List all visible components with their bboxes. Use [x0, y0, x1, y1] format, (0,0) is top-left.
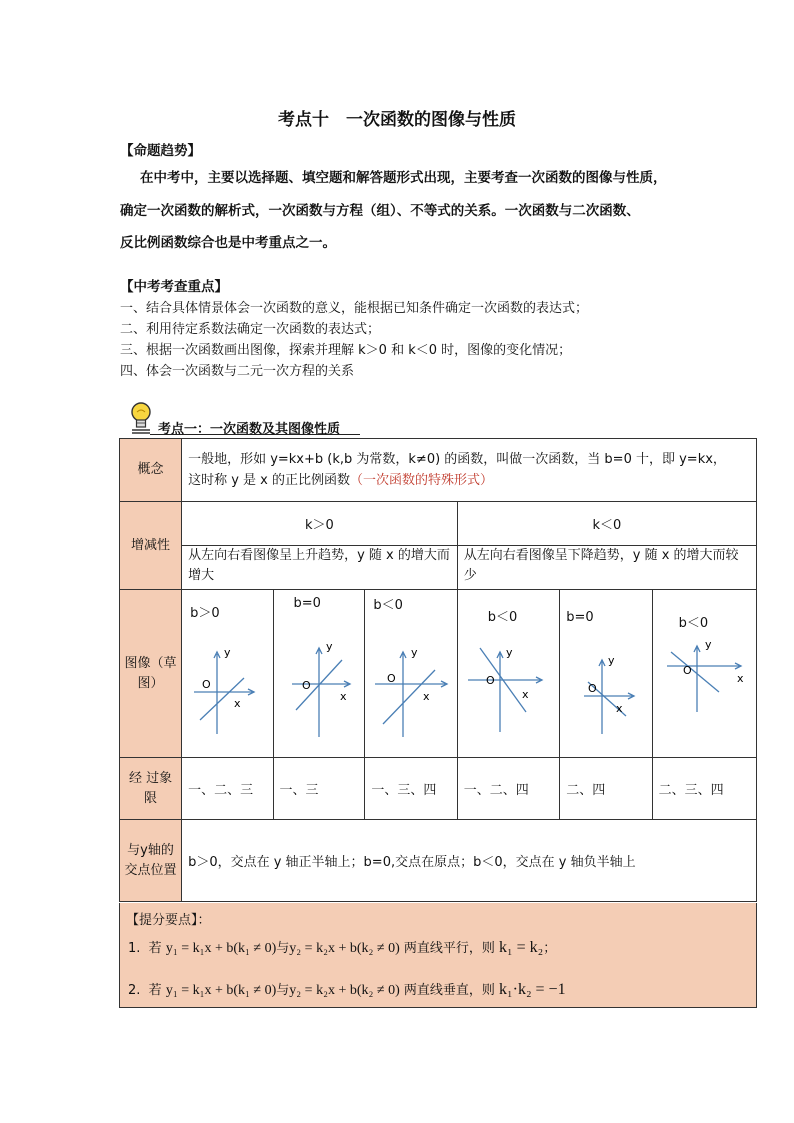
- k-negative: k＜0: [457, 502, 756, 546]
- graph-cell-5: [560, 590, 652, 758]
- label-y: y: [224, 646, 231, 659]
- graph-cond-6: b＜0: [678, 616, 709, 631]
- label-y: y: [505, 646, 513, 659]
- concept-cell: [182, 439, 757, 502]
- graph-2-svg: [274, 642, 367, 752]
- label-o: O: [387, 672, 397, 685]
- section-underline: [150, 434, 360, 435]
- label-y: y: [411, 646, 418, 659]
- label-o: O: [588, 682, 597, 695]
- quadrant-6: 二、三、四: [652, 758, 756, 820]
- graph-4-svg: [458, 642, 562, 752]
- graph-cell-1: [182, 590, 273, 758]
- focus-item-2: 二、利用待定系数法确定一次函数的表达式；: [120, 322, 381, 337]
- label-x: x: [736, 672, 744, 685]
- graph-5-svg: [560, 642, 654, 752]
- label-o: O: [485, 674, 495, 687]
- concept-text-2: 这时称 y 是 x 的正比例函数: [188, 473, 350, 488]
- quadrant-3: 一、三、四: [365, 758, 457, 820]
- lightbulb-icon: [128, 400, 154, 436]
- label-x: x: [616, 702, 623, 715]
- trend-line-1: 在中考中，主要以选择题、填空题和解答题形式出现，主要考查一次函数的图像与性质，: [140, 170, 667, 186]
- graph-cell-2: [273, 590, 365, 758]
- graph-cell-4: [457, 590, 559, 758]
- tip-2-result: k₁·k₂ = −1: [499, 981, 566, 998]
- function-table: [119, 438, 757, 902]
- tip-1: [128, 937, 556, 957]
- graph-1-svg: [182, 642, 274, 752]
- monotonic-negative: 从左向右看图像呈下降趋势，y 随 x 的增大而较少: [457, 546, 756, 590]
- concept-label: 概念: [120, 439, 182, 502]
- quadrant-4: 一、二、四: [457, 758, 559, 820]
- tip-1-mid: 与: [276, 941, 290, 956]
- trend-line-3: 反比例函数综合也是中考重点之一。: [120, 235, 336, 251]
- y-intercept-label: 与y轴的交点位置: [120, 820, 182, 902]
- label-x: x: [423, 690, 430, 703]
- graph-label: 图像（草图）: [120, 590, 182, 758]
- focus-item-1: 一、结合具体情景体会一次函数的意义，能根据已知条件确定一次函数的表达式；: [120, 301, 589, 316]
- focus-item-3: 三、根据一次函数画出图像，探索并理解 k＞0 和 k＜0 时，图像的变化情况；: [120, 343, 572, 358]
- label-x: x: [521, 688, 529, 701]
- graph-cond-5: b=0: [566, 610, 594, 625]
- graph-cell-3: [365, 590, 457, 758]
- section-title: 考点一：一次函数及其图像性质: [158, 422, 341, 437]
- monotonic-positive: 从左向右看图像呈上升趋势，y 随 x 的增大而增大: [182, 546, 458, 590]
- tip-1-number: 1.: [128, 941, 141, 956]
- label-x: x: [234, 697, 241, 710]
- graph-line: [671, 652, 719, 692]
- tip-1-pre: 若: [148, 941, 162, 956]
- graph-cond-2: b=0: [293, 596, 321, 611]
- tip-1-result: k₁ = k₂: [499, 939, 544, 956]
- tip-2-eq-y2: y₂ = k₂x + b(k₂ ≠ 0): [289, 983, 400, 998]
- quadrant-1: 一、二、三: [182, 758, 273, 820]
- focus-heading: 【中考考查重点】: [120, 279, 228, 295]
- label-o: O: [301, 679, 311, 692]
- tip-1-post: 两直线平行，则: [403, 941, 495, 956]
- graph-3-svg: [365, 642, 459, 752]
- tip-2-mid: 与: [276, 983, 290, 998]
- tip-2: [128, 979, 566, 999]
- tip-1-eq-y2: y₂ = k₂x + b(k₂ ≠ 0): [289, 941, 400, 956]
- concept-paren: （一次函数的特殊形式）: [349, 473, 493, 488]
- graph-cond-1: b＞0: [190, 606, 220, 621]
- quadrant-5: 二、四: [560, 758, 652, 820]
- tips-heading: 【提分要点】：: [126, 913, 211, 928]
- graph-cond-4: b＜0: [487, 610, 518, 625]
- label-y: y: [704, 642, 712, 651]
- tip-2-post: 两直线垂直，则: [403, 983, 495, 998]
- tip-2-eq-y1: y₁ = k₁x + b(k₁ ≠ 0): [165, 983, 277, 998]
- tip-1-eq-y1: y₁ = k₁x + b(k₁ ≠ 0): [165, 941, 277, 956]
- concept-text-1: 一般地，形如 y=kx+b (k,b 为常数，k≠0) 的函数，叫做一次函数，当 b=0 十，即 y=kx，: [188, 452, 726, 467]
- trend-line-2: 确定一次函数的解析式，一次函数与方程（组）、不等式的关系。一次函数与二次函数、: [120, 203, 640, 219]
- graph-cond-3: b＜0: [373, 598, 403, 613]
- label-x: x: [339, 690, 347, 703]
- tip-1-end: ；: [543, 941, 557, 956]
- graph-cell-6: [652, 590, 756, 758]
- quadrant-label: 经 过象限: [120, 758, 182, 820]
- focus-item-4: 四、体会一次函数与二元一次方程的关系: [120, 364, 355, 379]
- label-o: O: [202, 678, 211, 691]
- quadrant-2: 一、三: [273, 758, 365, 820]
- label-y: y: [325, 642, 333, 653]
- monotonic-label: 增减性: [120, 502, 182, 590]
- label-o: O: [682, 664, 692, 677]
- label-y: y: [608, 654, 615, 667]
- k-positive: k＞0: [182, 502, 458, 546]
- y-intercept-text: b＞0，交点在 y 轴正半轴上；b=0,交点在原点；b＜0，交点在 y 轴负半轴上: [182, 820, 757, 902]
- tip-2-number: 2.: [128, 983, 141, 998]
- tips-box: [119, 903, 757, 1008]
- graph-6-svg: [653, 642, 757, 752]
- page-title: 考点十 一次函数的图像与性质: [278, 110, 516, 130]
- tip-2-pre: 若: [148, 983, 162, 998]
- trend-heading: 【命题趋势】: [120, 143, 201, 159]
